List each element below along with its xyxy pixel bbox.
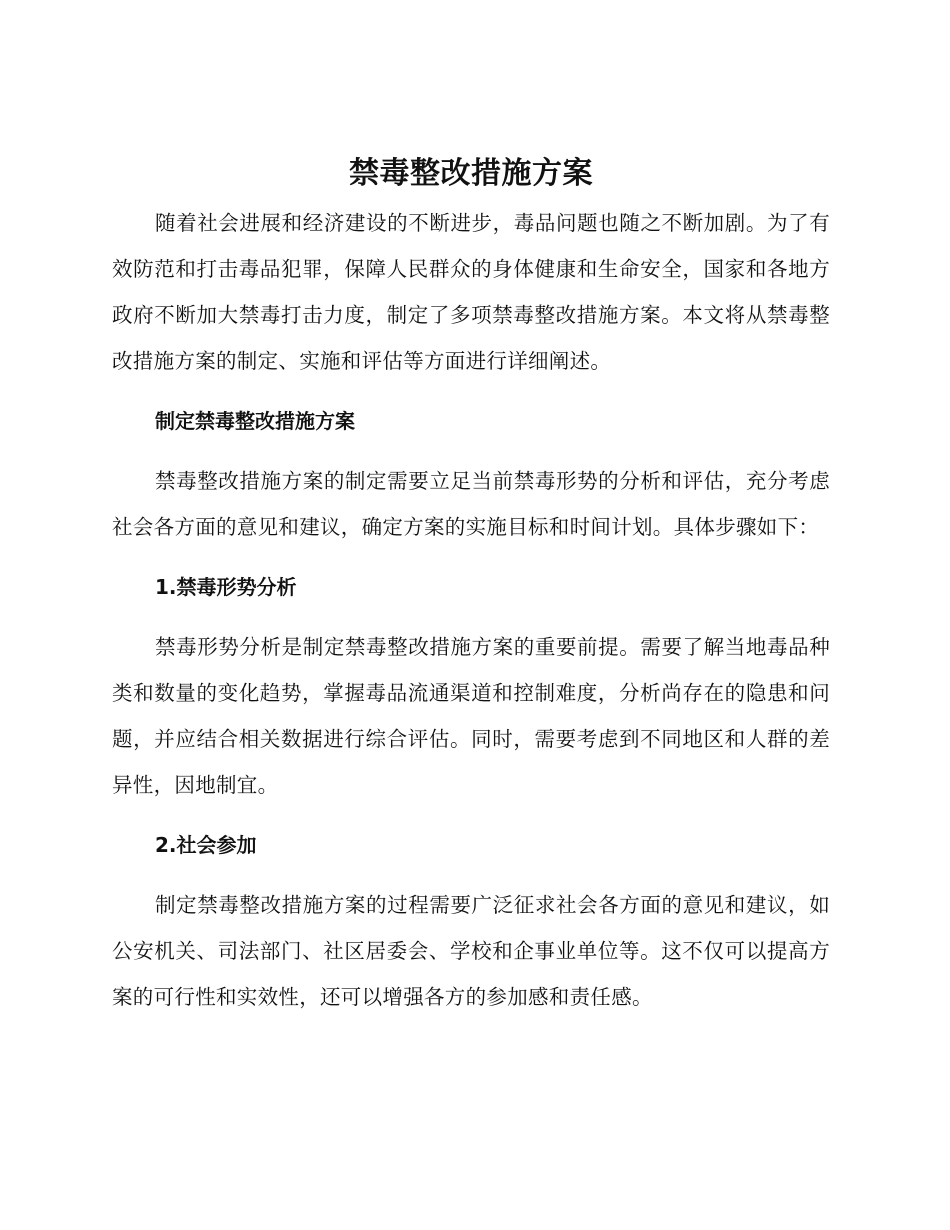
item-heading-social-participation: 2.社会参加 [155, 833, 257, 857]
document-page [112, 148, 830, 1020]
item-heading-situation-analysis: 1.禁毒形势分析 [155, 575, 297, 599]
item-paragraph-social-participation: 制定禁毒整改措施方案的过程需要广泛征求社会各方面的意见和建议，如公安机关、司法部门、社区居委会、学校和企事业单位等。这不仅可以提高方案的可行性和实效性，还可以增强各方的参加感和责任感。 [112, 893, 830, 1009]
item-paragraph-situation-analysis: 禁毒形势分析是制定禁毒整改措施方案的重要前提。需要了解当地毒品种类和数量的变化趋势，掌握毒品流通渠道和控制难度，分析尚存在的隐患和问题，并应结合相关数据进行综合评估。同时，需要考虑到不同地区和人群的差异性，因地制宜。 [112, 635, 830, 797]
section-paragraph-formulate: 禁毒整改措施方案的制定需要立足当前禁毒形势的分析和评估，充分考虑社会各方面的意见和建议，确定方案的实施目标和时间计划。具体步骤如下： [112, 469, 830, 539]
section-heading-formulate: 制定禁毒整改措施方案 [155, 409, 355, 433]
intro-paragraph: 随着社会进展和经济建设的不断进步，毒品问题也随之不断加剧。为了有效防范和打击毒品犯罪，保障人民群众的身体健康和生命安全，国家和各地方政府不断加大禁毒打击力度，制定了多项禁毒整改措施方案。本文将从禁毒整改措施方案的制定、实施和评估等方面进行详细阐述。 [112, 211, 830, 373]
document-title: 禁毒整改措施方案 [349, 156, 593, 191]
